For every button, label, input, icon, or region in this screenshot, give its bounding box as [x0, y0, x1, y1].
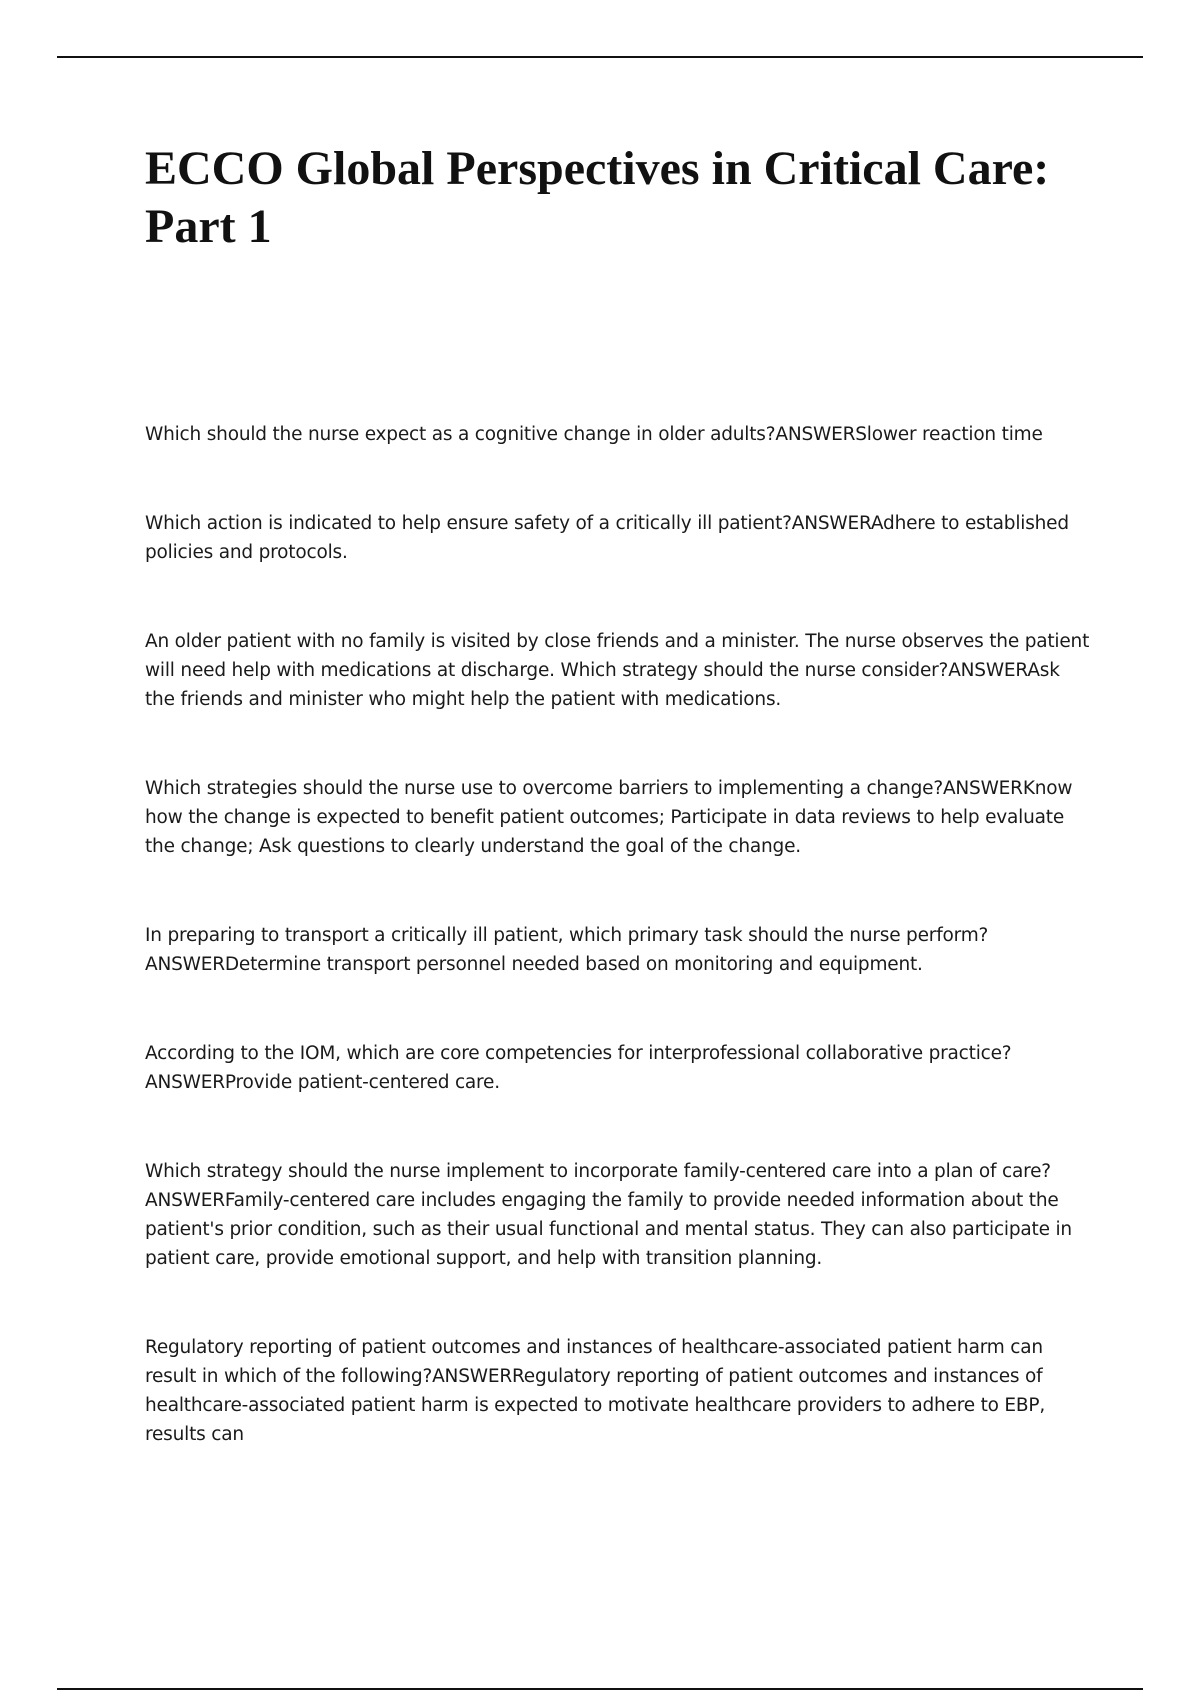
qa-item	[145, 509, 1090, 567]
answer-text: Slower reaction time	[855, 424, 1043, 445]
answer-text: Family-centered care includes engaging the family to provide needed information about the patient's prior condition, such as their usual functional and mental status. They can also participate in patient care, provide emotional support, and help with transition planning.	[145, 1190, 1072, 1269]
qa-item	[145, 921, 1090, 979]
answer-marker: ANSWER	[145, 954, 225, 975]
answer-marker: ANSWER	[775, 424, 856, 445]
answer-marker: ANSWER	[432, 1366, 512, 1387]
answer-marker: ANSWER	[791, 513, 871, 534]
document-title: ECCO Global Perspectives in Critical Care: Part 1	[145, 142, 1050, 253]
answer-text: Provide patient-centered care.	[224, 1072, 500, 1093]
question-text: In preparing to transport a critically ill patient, which primary task should the nurse perform?	[145, 925, 989, 946]
answer-text: Adhere to established policies and protocols.	[145, 513, 1069, 563]
qa-item	[145, 627, 1090, 714]
answer-marker: ANSWER	[145, 1190, 225, 1211]
question-text: Regulatory reporting of patient outcomes and instances of healthcare-associated patient harm can result in which of the following?	[145, 1337, 1043, 1387]
qa-item	[145, 1157, 1090, 1273]
answer-text: Ask the friends and minister who might help the patient with medications.	[145, 660, 1060, 710]
question-text: An older patient with no family is visited by close friends and a minister. The nurse observes the patient will need help with medications at discharge. Which strategy should the nurse consider?	[145, 631, 1090, 681]
answer-marker: ANSWER	[942, 778, 1023, 799]
answer-text: Regulatory reporting of patient outcomes and instances of healthcare-associated patient harm is expected to motivate healthcare providers to adhere to EBP, results can	[145, 1366, 1046, 1445]
question-text: Which strategy should the nurse implement to incorporate family-centered care into a plan of care?	[145, 1161, 1051, 1182]
answer-text: Determine transport personnel needed based on monitoring and equipment.	[224, 954, 923, 975]
answer-text: Know how the change is expected to benefit patient outcomes; Participate in data reviews to help evaluate the change; Ask questions to clearly understand the goal of the change.	[145, 778, 1073, 857]
bottom-rule	[57, 1688, 1143, 1690]
qa-item	[145, 1039, 1090, 1097]
qa-item	[145, 774, 1090, 861]
question-text: According to the IOM, which are core competencies for interprofessional collaborative practice?	[145, 1043, 1012, 1064]
question-text: Which should the nurse expect as a cognitive change in older adults?	[145, 424, 776, 445]
qa-item	[145, 1333, 1090, 1449]
qa-list	[145, 420, 1090, 1509]
answer-marker: ANSWER	[948, 660, 1028, 681]
answer-marker: ANSWER	[145, 1072, 225, 1093]
top-rule	[57, 56, 1143, 58]
qa-item	[145, 420, 1090, 449]
question-text: Which strategies should the nurse use to overcome barriers to implementing a change?	[145, 778, 943, 799]
question-text: Which action is indicated to help ensure safety of a critically ill patient?	[145, 513, 792, 534]
